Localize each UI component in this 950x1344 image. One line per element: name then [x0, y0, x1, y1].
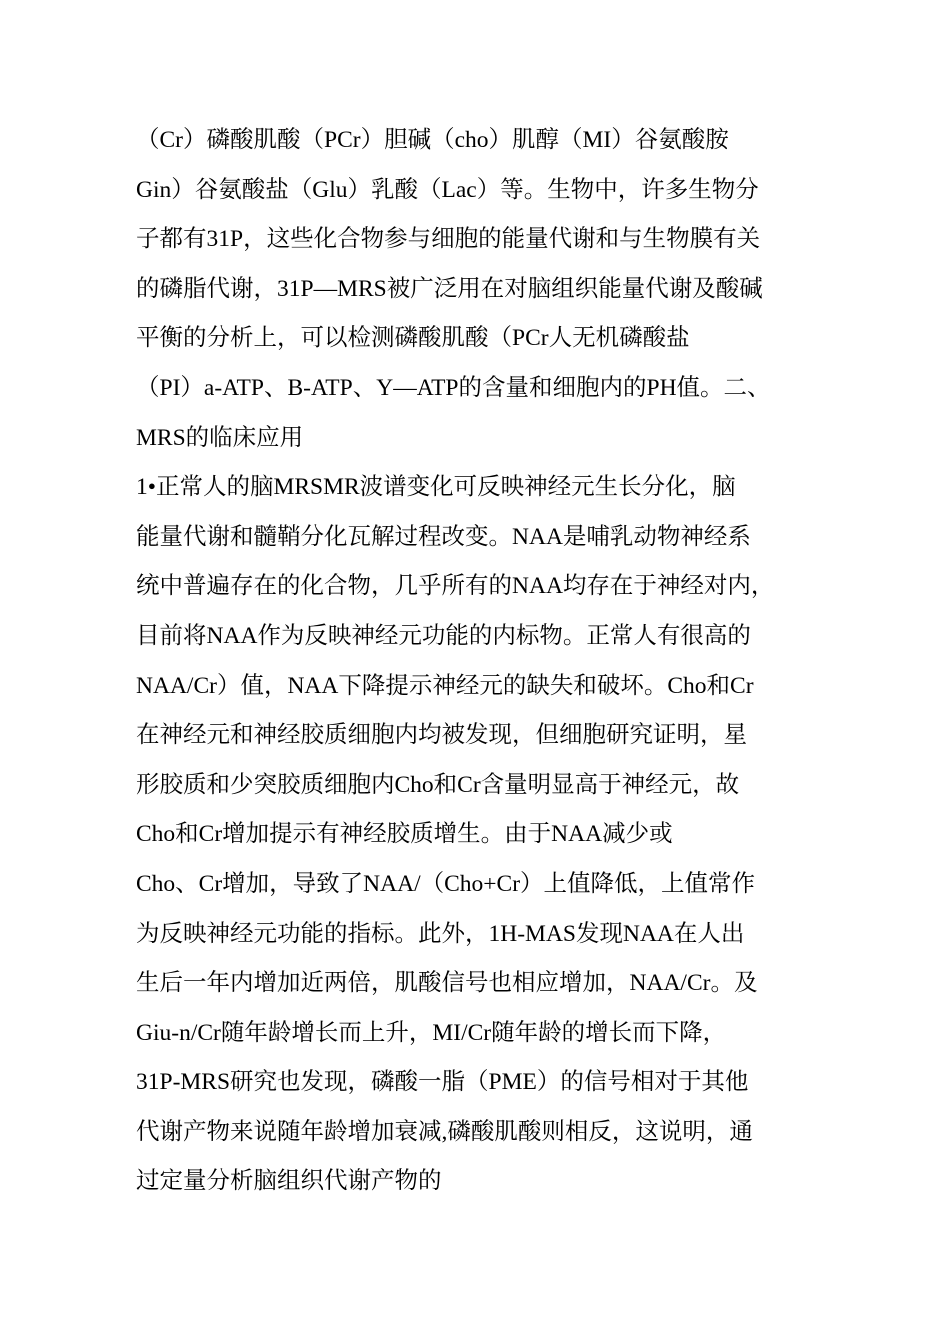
text-line: 平衡的分析上，可以检测磷酸肌酸（PCr人无机磷酸盐 [136, 325, 690, 352]
body-text [136, 116, 836, 1207]
text-line: Giu-n/Cr随年龄增长而上升，MI/Cr随年龄的增长而下降， [136, 1019, 727, 1046]
text-line: 子都有31P，这些化合物参与细胞的能量代谢和与生物膜有关 [136, 226, 761, 253]
text-line: 形胶质和少突胶质细胞内Cho和Cr含量明显高于神经元，故 [136, 771, 740, 798]
text-line: 统中普遍存在的化合物，几乎所有的NAA均存在于神经对内， [136, 573, 775, 600]
text-line: （PI）a-ATP、B-ATP、Y—ATP的含量和细胞内的PH值。二、 [136, 374, 771, 401]
text-line: NAA/Cr）值，NAA下降提示神经元的缺失和破坏。Cho和Cr [136, 672, 754, 699]
text-line: 目前将NAA作为反映神经元功能的内标物。正常人有很高的 [136, 622, 751, 649]
text-line: 代谢产物来说随年龄增加衰减,磷酸肌酸则相反，这说明，通 [136, 1118, 753, 1145]
text-line: 过定量分析脑组织代谢产物的 [136, 1168, 442, 1195]
text-line: Cho、Cr增加，导致了NAA/（Cho+Cr）上值降低，上值常作 [136, 870, 756, 897]
text-line: 在神经元和神经胶质细胞内均被发现，但细胞研究证明，星 [136, 722, 747, 749]
text-line: 生后一年内增加近两倍，肌酸信号也相应增加，NAA/Cr。及 [136, 970, 758, 997]
text-line: （Cr）磷酸肌酸（PCr）胆碱（cho）肌醇（MI）谷氨酸胺 [136, 127, 729, 153]
text-line: 为反映神经元功能的指标。此外，1H-MAS发现NAA在人出 [136, 920, 745, 947]
text-line: 1•正常人的脑MRSMR波谱变化可反映神经元生长分化，脑 [136, 474, 736, 501]
text-line: 的磷脂代谢，31P—MRS被广泛用在对脑组织能量代谢及酸碱 [136, 275, 763, 302]
text-line: 能量代谢和髓鞘分化瓦解过程改变。NAA是哺乳动物神经系 [136, 523, 751, 550]
text-line: Cho和Cr增加提示有神经胶质增生。由于NAA减少或 [136, 821, 673, 848]
text-line: 31P-MRS研究也发现，磷酸一脂（PME）的信号相对于其他 [136, 1069, 749, 1096]
section-heading-line: MRS的临床应用 [136, 424, 304, 451]
text-line: Gin）谷氨酸盐（Glu）乳酸（Lac）等。生物中，许多生物分 [136, 176, 759, 203]
